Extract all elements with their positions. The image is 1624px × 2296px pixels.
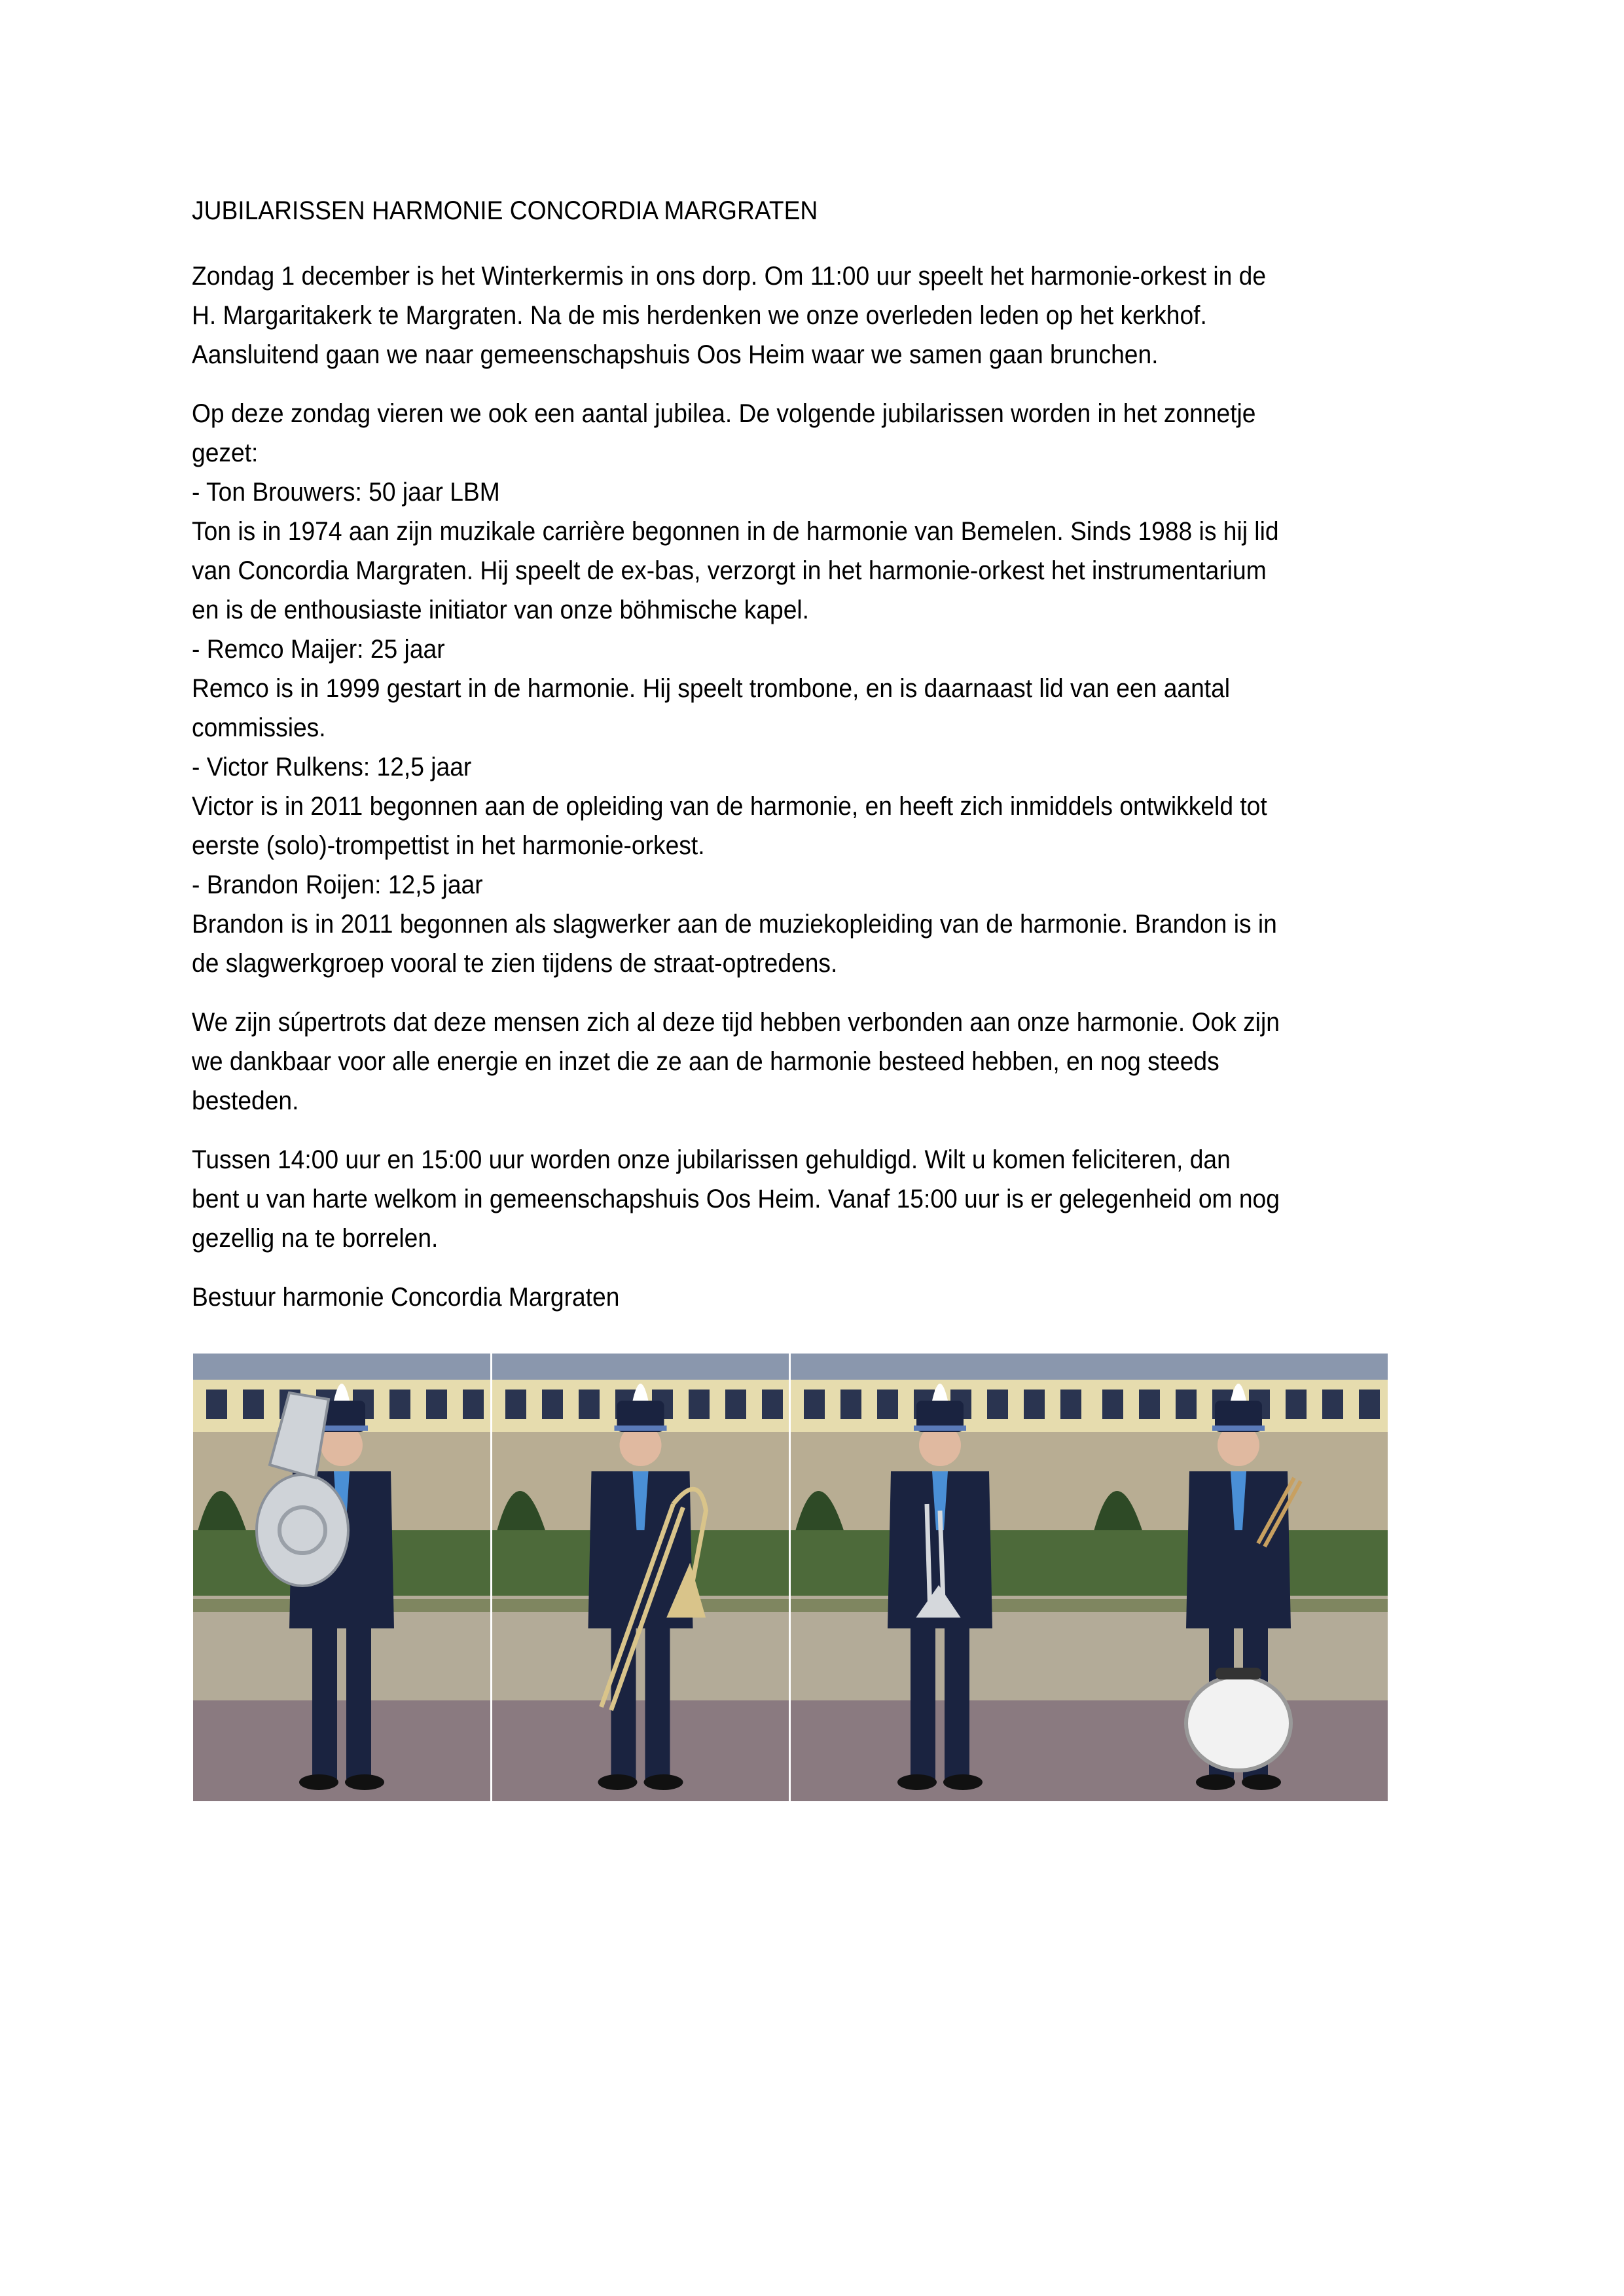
body-text-line: commissies. xyxy=(192,713,326,742)
body-text-line: We zijn súpertrots dat deze mensen zich al deze tijd hebben verbonden aan onze harmonie. Ook zijn xyxy=(192,1008,1280,1037)
body-text-line: eerste (solo)-trompettist in het harmonie-orkest. xyxy=(192,831,705,860)
body-text-line: - Remco Maijer: 25 jaar xyxy=(192,635,445,664)
body-text-line: - Brandon Roijen: 12,5 jaar xyxy=(192,870,483,899)
body-text-line: Remco is in 1999 gestart in de harmonie. Hij speelt trombone, en is daarnaast lid van een aantal xyxy=(192,674,1231,703)
body-text-line: Zondag 1 december is het Winterkermis in ons dorp. Om 11:00 uur speelt het harmonie-orkest in de xyxy=(192,262,1267,291)
photo-trombone-player xyxy=(492,1354,789,1801)
body-text-line: - Ton Brouwers: 50 jaar LBM xyxy=(192,478,500,507)
document-title: JUBILARISSEN HARMONIE CONCORDIA MARGRATEN xyxy=(192,196,818,225)
body-text-line: we dankbaar voor alle energie en inzet die ze aan de harmonie besteed hebben, en nog steeds xyxy=(192,1047,1219,1076)
photo-trumpet-player xyxy=(791,1354,1089,1801)
body-text-line: besteden. xyxy=(192,1086,299,1115)
photo-strip xyxy=(193,1354,1388,1801)
photo-euphonium-player xyxy=(193,1354,490,1801)
body-text-line: de slagwerkgroep vooral te zien tijdens de straat-optredens. xyxy=(192,949,838,978)
body-text-line: van Concordia Margraten. Hij speelt de ex-bas, verzorgt in het harmonie-orkest het instrumentarium xyxy=(192,556,1267,585)
body-text-line: bent u van harte welkom in gemeenschapshuis Oos Heim. Vanaf 15:00 uur is er gelegenheid om nog xyxy=(192,1185,1280,1213)
photo-drummer xyxy=(1089,1354,1388,1801)
body-text-line: Brandon is in 2011 begonnen als slagwerker aan de muziekopleiding van de harmonie. Brandon is in xyxy=(192,910,1277,939)
body-text-line: Ton is in 1974 aan zijn muzikale carrière begonnen in de harmonie van Bemelen. Sinds 1988 is hij lid xyxy=(192,517,1279,546)
body-text-line: gezellig na te borrelen. xyxy=(192,1224,439,1253)
body-text-line: Aansluitend gaan we naar gemeenschapshuis Oos Heim waar we samen gaan brunchen. xyxy=(192,340,1159,369)
body-text-line: H. Margaritakerk te Margraten. Na de mis herdenken we onze overleden leden op het kerkhof. xyxy=(192,301,1207,330)
body-text-line: Victor is in 2011 begonnen aan de opleiding van de harmonie, en heeft zich inmiddels ontwikkeld tot xyxy=(192,792,1267,821)
body-text-line: gezet: xyxy=(192,439,259,467)
signature-line: Bestuur harmonie Concordia Margraten xyxy=(192,1283,620,1312)
body-text-line: Op deze zondag vieren we ook een aantal jubilea. De volgende jubilarissen worden in het zonnetje xyxy=(192,399,1256,428)
body-text-line: - Victor Rulkens: 12,5 jaar xyxy=(192,753,472,781)
body-text-line: en is de enthousiaste initiator van onze böhmische kapel. xyxy=(192,596,809,624)
body-text-line: Tussen 14:00 uur en 15:00 uur worden onze jubilarissen gehuldigd. Wilt u komen feliciteren, dan xyxy=(192,1145,1231,1174)
